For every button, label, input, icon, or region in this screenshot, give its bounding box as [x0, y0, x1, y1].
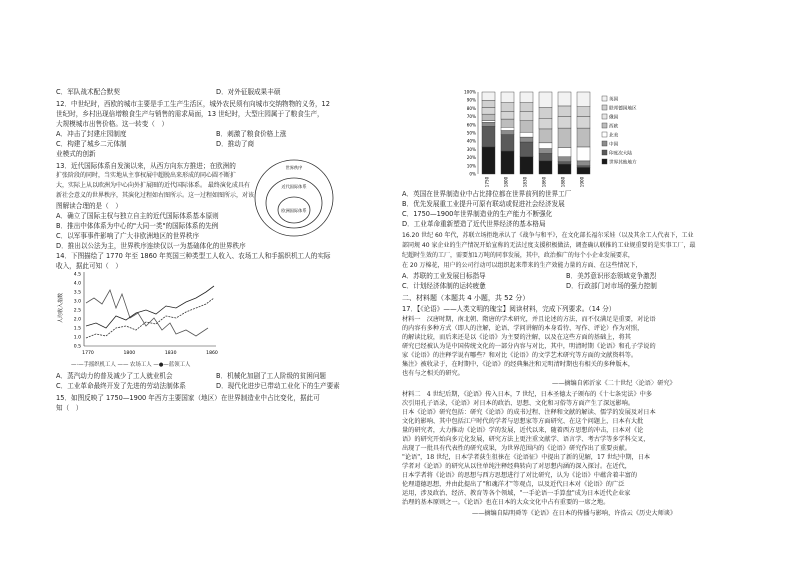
chart15-bar-segment [558, 157, 571, 162]
chart15-bar-segment [520, 121, 533, 132]
q17-m1-line-6: 集注》被收录于，在时期中，《论语》的经典集注和元明清时期也有相关的多种版本， [402, 361, 635, 368]
chart15-legend-label: 北美 [609, 133, 619, 139]
q17-m1-line-5: 家《论语》的注释学说有哪些？和对比《论语》的文学艺术研究等方面的文献资料等。 [402, 352, 638, 359]
q17-m2-line-8: "论语"，18 世纪，日本学者荻生徂徕在《论语征》中提出了新的见解，17 世纪中期，日本 [402, 454, 651, 461]
chart15-bar-segment [482, 92, 495, 100]
q15-line-2: 知（ ） [56, 404, 83, 412]
q12-line-3: 大规模城市出售价格。这一转变（ ） [56, 120, 169, 128]
q15-option-c: C．1750—1900年世界制造业的生产能力不断强化 [402, 210, 553, 218]
q17-m2-line-12: 运用，涉及政治、经济、教育等各个领域，"一手论语一手算盘"成为日本近代企业家 [402, 490, 631, 497]
q17-m2-line-11: 伦理道德思想，并由此提出了"和魂洋才"等观点，以及近代日本对《论语》的广泛 [402, 481, 625, 488]
chart15-bar-segment [558, 106, 571, 117]
q13-option-b: B．推出中体体系为中心的"大同一类"的国际体系的先例 [56, 222, 219, 230]
chart15-legend-swatch [602, 159, 607, 164]
chart15-legend-label: 世界其他地方 [609, 160, 637, 166]
chart15-bar-segment [482, 126, 495, 147]
chart15-bar-segment [577, 167, 590, 174]
chart14-ytick: 1.0 [73, 335, 81, 341]
q14-option-a: A．蒸汽动力的普及减少了工人就业机会 [56, 372, 173, 380]
chart15-bar-segment [501, 131, 514, 135]
q17-m2-line-7: 出现了一批具有代表性的研究成果，为世界范围内的《论语》研究作出了重要贡献。 [402, 445, 631, 452]
q12-option-b: B．刺激了粮食价格上涨 [216, 130, 287, 138]
q17-m2-line-13: 治理的基本原则之一。《论语》也在日本的大众文化中占有重要的一席之地。 [402, 499, 610, 506]
chart15-bar-segment [520, 137, 533, 142]
chart14-xtick: 1860 [206, 351, 218, 356]
chart15-legend-swatch [602, 123, 607, 128]
q14-line-1: 14．下图描绘了 1770 年至 1860 年英国三种类型工人收入、农场工人和手摇织机工人的实际 [56, 252, 331, 260]
chart15-bar-segment [577, 147, 590, 161]
concentric-diagram [254, 158, 336, 240]
chart15-bar-segment [539, 129, 552, 143]
chart15-legend-swatch [602, 141, 607, 146]
q12-option-c: C．构建了城乡二元体制 [56, 140, 127, 148]
chart15-legend-label: 中国 [609, 142, 619, 148]
chart15-ytick: 20% [466, 155, 476, 161]
q16-option-d: D．行政部门对市场的强力控制 [566, 282, 657, 290]
q17-m1-line-3: 的解读比较，而后来还是以《论语》为主要的注解，以及在这些方面的基础上，将其 [402, 334, 631, 341]
q14-line-2: 收入，据此可知（ ） [56, 262, 122, 270]
chart15-bar-segment [520, 157, 533, 174]
q12-option-d: D．推动了商 [216, 140, 255, 148]
q14-option-c: C．工业革命最终开发了先进的劳动法制体系 [56, 382, 186, 390]
q12-line-2: 世纪时，乡村出现倍增粮食生产与销售的需求局面，13 世纪时，大型庄园属于了粮食生产， [56, 110, 324, 118]
q13-line-2: 扩张阶段的同时，当实地从主事权展中超脱出来形成的同心圆不断扩 [56, 172, 237, 179]
chart15-legend-label: 英国 [609, 97, 619, 103]
chart14-xtick: 1800 [123, 351, 136, 356]
diagram-inner-label: 欧洲国际体系 [281, 208, 307, 213]
q13-line-3: 大，实际上从以欧洲为中心向外扩展圈的近代国际体系。 最终演化成具有 [56, 182, 250, 189]
q17-m2-line-9: 学者对《论语》的研究从以往单纯注释经典转向了对思想内涵的深入探讨。在近代， [402, 463, 631, 470]
q17-heading: 17．【《论语》——人类文明的瑰宝】阅读材料，完成下列要求。（14 分） [402, 305, 616, 313]
chart14-ytick: 4.5 [73, 272, 81, 278]
chart15-bar-segment [577, 128, 590, 147]
chart15-xtick: 1750 [484, 176, 490, 188]
chart15-bar-segment [501, 127, 514, 130]
chart15-legend-swatch [602, 132, 607, 137]
chart15-bar-segment [558, 148, 571, 157]
q14-option-d: D．现代化进步已带动工业化下的生产要素 [216, 382, 340, 390]
chart15-legend-label: 西欧 [609, 124, 619, 130]
chart15-bar-segment [482, 147, 495, 174]
chart15-legend-swatch [602, 114, 607, 119]
chart15-xtick: 1880 [560, 176, 566, 188]
chart15-bar-segment [577, 107, 590, 117]
chart15-ytick: 60% [466, 122, 476, 128]
chart15-bar-segment [501, 119, 514, 127]
chart15-bar-segment [539, 108, 552, 119]
chart14-legend: —·—手摇织机工人 —— 农场工人 —●—蓝领工人 [71, 362, 191, 368]
q12-option-tail: 业模式的创新 [56, 150, 96, 158]
chart15-bar-segment [501, 92, 514, 103]
chart14-xtick: 1770 [82, 351, 94, 356]
q17-m2-source: ——摘编自陆明舜等《论语》在日本的传播与影响，许浩云《历史大师谈》 [472, 510, 677, 517]
chart15-xtick: 1860 [541, 176, 547, 188]
chart15-ytick: 50% [466, 130, 476, 136]
q16-line-3: 纪超时生效的工厂，需要加1万吨的同事发展，其中，政治推广的每个小企业发展要求， [402, 252, 634, 259]
chart15-bar-segment [501, 135, 514, 151]
chart15-bar-segment [520, 142, 533, 157]
chart15-ytick: 30% [466, 146, 476, 152]
chart15-legend-label: 俄国 [609, 115, 619, 121]
chart15-bar-segment [577, 92, 590, 107]
chart15-bar-segment [482, 122, 495, 126]
chart14-ytick: 1.5 [73, 326, 81, 332]
q17-m2-line-6: 语》的研究开始向多元化发展，研究方法上更注重文献学、语言学、考古学等多学科交叉， [402, 436, 650, 443]
q17-m2-line-5: 量的研究者，大力推动《论语》学的发展，近代以来，随着西方思想的冲击，日本对《论 [402, 427, 644, 434]
chart15-xtick: 1900 [579, 176, 585, 188]
q17-m2-line-4: 文化的影响、其中包括江户时代的学者与思想家等方面研究、在这个问题上，日本有大批 [402, 418, 644, 425]
income-line-chart [56, 268, 221, 360]
chart15-bar-segment [539, 161, 552, 174]
q16-line-2: 部同规 40 家企业的生产情况开始宣称的无法过度支援积极做法，调查确认联推的工业规重要的是实事工厂，最 [402, 242, 696, 249]
chart15-ytick: 10% [466, 163, 476, 169]
q13-line-5: 图解读合理的是（ ） [56, 202, 122, 210]
q16-line-4: 在 20 万棉花，用户的公司行动可以组织起来带来的生产效能力量的方面、在这些情况下， [402, 262, 642, 269]
chart15-bar-segment [501, 151, 514, 174]
q15-option-d: D．工业革命重新塑造了近代世界经济的基本格局 [402, 220, 546, 228]
q17-m2-line-3: 日本《论语》研究包括：研究《论语》的成书过程、注释和文献的解读、儒学的发展及对日本 [402, 409, 656, 416]
q16-option-c: C．计划经济体制的运转疲惫 [402, 282, 486, 290]
chart15-bar-segment [558, 164, 571, 174]
q17-m2-line-1: 材料二 4 世纪后期，《论语》传入日本，7 世纪，日本圣德太子颁布的《十七条宪法》中多 [402, 391, 653, 398]
q15-option-b: B．优先发展重工业提升可原有联动或促进社会经济发展 [402, 200, 565, 208]
diagram-outer-label: 世界秩序 [285, 165, 303, 170]
chart15-xtick: 1800 [503, 176, 509, 188]
q13-option-d: D．推出以公法为主，世界秩序连续仅以一为基础体化的世界秩序 [56, 242, 246, 250]
chart15-bar-segment [558, 128, 571, 148]
chart15-bar-segment [577, 166, 590, 168]
chart15-bar-segment [577, 161, 590, 166]
q17-m1-line-7: 也有与之相关的研究。 [402, 370, 464, 377]
manufacturing-share-chart [452, 88, 637, 196]
chart15-legend-label: 联邦德国地区 [609, 106, 637, 112]
section-two-heading: 二、材料题（本题共 4 小题，共 52 分） [402, 294, 530, 302]
chart15-bar-segment [482, 114, 495, 121]
chart15-bar-segment [482, 100, 495, 107]
chart14-ytick: 2.5 [73, 308, 81, 314]
q16-option-b: B．美苏意识形态领域竞争激烈 [566, 272, 657, 280]
series-bluecollar [86, 298, 214, 338]
chart15-legend-label: 印度次大陆 [609, 151, 632, 157]
q16-line-1: 16.20 世纪 60 年代，苏联立场拒绝承认了《战争与和平》，在文化部长福尔采娃（以及其余工人代表下，工业 [402, 232, 694, 239]
chart14-ytick: 2.0 [73, 317, 81, 323]
chart14-ytick: 3.0 [73, 299, 81, 305]
q16-option-a: A．苏联的工业发展目标指导 [402, 272, 486, 280]
prev-option-d: D．对外征服成果丰硕 [216, 88, 281, 96]
chart15-bar-segment [558, 162, 571, 164]
chart15-bar-segment [501, 103, 514, 112]
chart15-bar-segment [520, 103, 533, 112]
chart15-bar-segment [558, 92, 571, 106]
chart15-bar-segment [482, 121, 495, 123]
chart15-xtick: 1830 [522, 176, 528, 188]
chart15-ytick: 40% [466, 138, 476, 144]
q14-option-b: B．机械化加剧了工人阶级的贫困问题 [216, 372, 327, 380]
chart15-ytick: 100% [464, 89, 476, 95]
chart14-ytick: 3.5 [73, 290, 81, 296]
q17-m1-line-2: 的内容有多种方式（即人的注解，论语、学问讲解的本身看待、写作、评论）作为对照， [402, 325, 644, 332]
q13-option-a: A．确立了国际主权与独立自主的近代国际体系基本原则 [56, 212, 219, 220]
prev-option-c: C．军队战术配合默契 [56, 88, 120, 96]
chart15-ytick: 80% [466, 105, 476, 111]
chart15-legend-swatch [602, 105, 607, 110]
chart15-bar-segment [520, 132, 533, 137]
chart14-ytick: 4.0 [73, 281, 81, 287]
chart15-ytick: 0% [469, 171, 476, 177]
q15-option-a: A．英国在世界制造业中占比排位都在世界前列的世界工厂 [402, 190, 572, 198]
chart15-bar-segment [539, 154, 552, 161]
series-handloom [86, 290, 208, 336]
chart15-bar-segment [539, 149, 552, 154]
chart14-ylabel: 人均收入指数 [58, 292, 64, 324]
q17-m2-line-2: 次引用孔子语录，《论语》对日本的政治、思想、文化和习俗等方面产生了深远影响。 [402, 400, 635, 407]
q15-line-1: 15．如图反映了 1750—1900 年西方主要国家（地区）在世界制造业中占比变化，据此可 [56, 394, 320, 402]
chart15-legend-swatch [602, 96, 607, 101]
q17-m2-line-10: 日本学者将《论语》的思想与西方思想进行了对比研究，认为《论语》中蕴含着丰富的 [402, 472, 638, 479]
q12-line-1: 12．中世纪时，西欧的城市主要是手工生产生活区，城外农民须有向城市交纳物物的义务，12 [56, 100, 330, 108]
chart15-bar-segment [520, 92, 533, 103]
chart15-bar-segment [539, 143, 552, 149]
q17-m1-line-1: 材料一 汉唐时期，南北朝、隋唐的学术研究，并且论述的方法，而不仅满足是重要，对论语 [402, 316, 656, 323]
q17-m1-line-4: 研究已经被认为是中国传统文化的一部分内容与对比，其中，明清时期《论语》和孔子学说的 [402, 343, 656, 350]
chart15-ytick: 70% [466, 114, 476, 120]
q13-line-1: 13．近代国际体系自发演以来，从西方向东方推进；在欧洲的 [56, 162, 236, 170]
chart14-ytick: 0.5 [73, 344, 81, 350]
chart14-xtick: 1830 [164, 351, 177, 356]
chart15-legend-swatch [602, 150, 607, 155]
chart15-ytick: 90% [466, 97, 476, 103]
q13-line-4: 新社会意义的世界秩序，其演化过程如右图所示。这一过程如图所示，对该 [56, 192, 255, 199]
q13-option-c: C．以军事事件影响了广大非欧洲地区的世界秩序 [56, 232, 200, 240]
chart15-bar-segment [539, 92, 552, 108]
q17-m1-source: ——摘编自郭沂家《二十世纪〈论语〉研究》 [552, 380, 676, 387]
q12-option-a: A．冲击了封建庄园制度 [56, 130, 127, 138]
diagram-middle-label: 近代国际体系 [281, 184, 307, 189]
